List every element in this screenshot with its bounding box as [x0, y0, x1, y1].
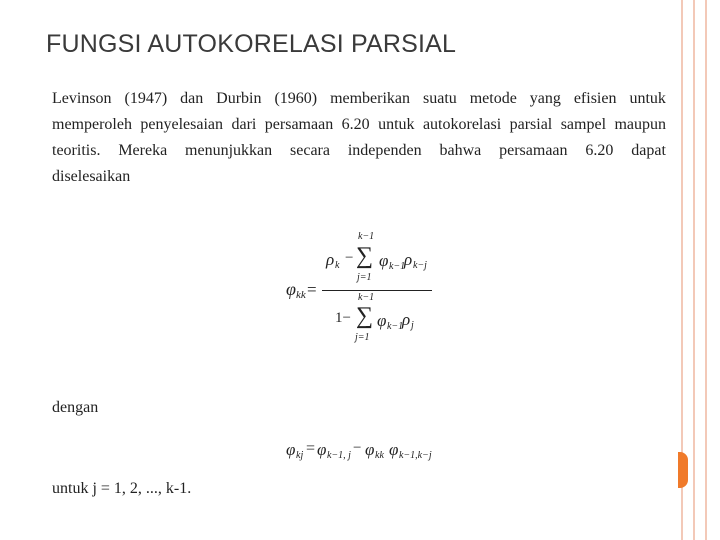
den-sum-top: k−1 [358, 292, 375, 303]
f2-sub3: kk [375, 450, 384, 461]
word: suatu [422, 90, 457, 107]
fraction-bar [322, 290, 432, 291]
word: dapat [631, 142, 666, 159]
body-paragraph [52, 86, 666, 190]
word: yang [529, 90, 561, 107]
word: Levinson [52, 90, 112, 107]
word: metode [469, 90, 517, 107]
dengan-label: dengan [52, 399, 99, 416]
f2-minus: − [353, 440, 362, 456]
footer-text: untuk j = 1, 2, ..., k-1. [52, 480, 192, 497]
word: memperoleh [52, 116, 132, 133]
word: dari [231, 116, 257, 133]
word: autokorelasi [422, 116, 502, 133]
paragraph-line-3 [52, 138, 666, 164]
word: untuk [378, 116, 415, 133]
f2-phi1: φ [286, 440, 296, 459]
paragraph-line-1 [52, 86, 666, 112]
word: untuk [629, 90, 666, 107]
num-rho-sub: k [335, 260, 340, 271]
word: teoritis. [52, 142, 101, 159]
den-rho: ρ [402, 310, 411, 329]
f2-sub2: k−1, j [327, 450, 351, 461]
word: (1960) [274, 90, 318, 107]
word: secara [290, 142, 330, 159]
num-sum-icon: ∑ [356, 243, 374, 269]
den-phi: φ [377, 311, 387, 330]
word: sampel [560, 116, 607, 133]
num-rho2-sub: k−j [413, 260, 427, 271]
word: Mereka [118, 142, 168, 159]
word: memberikan [330, 90, 411, 107]
word: diselesaikan [52, 168, 131, 185]
paragraph-line-2 [52, 112, 666, 138]
den-sum-bottom: j=1 [355, 332, 370, 343]
num-sum-bottom: j=1 [357, 272, 372, 283]
word: efisien [573, 90, 617, 107]
lhs-phi: φ [286, 279, 296, 299]
f2-phi3: φ [365, 440, 375, 459]
word: dan [180, 90, 204, 107]
f2-phi2: φ [317, 440, 327, 459]
f2-phi4: φ [389, 440, 399, 459]
word: parsial [509, 116, 553, 133]
orange-tab-marker [678, 452, 688, 488]
num-rho: ρ [326, 250, 335, 269]
word: independen [347, 142, 422, 159]
den-one-minus: 1− [335, 310, 351, 326]
f2-sub4: k−1,k−j [399, 450, 432, 461]
word: persamaan [264, 116, 334, 133]
den-sum-icon: ∑ [356, 303, 374, 329]
slide-title: FUNGSI AUTOKORELASI PARSIAL [46, 30, 457, 58]
f2-equals: = [306, 440, 316, 457]
word: bahwa [439, 142, 482, 159]
lhs-subscript: kk [296, 289, 306, 301]
word: Durbin [216, 90, 262, 107]
word: persamaan [499, 142, 568, 159]
equals-sign: = [307, 280, 317, 299]
word: 6.20 [341, 116, 370, 133]
num-minus: − [345, 250, 354, 266]
den-phi-sub: k−1 [387, 321, 404, 332]
f2-sub1: kj [296, 450, 304, 461]
paragraph-line-4 [52, 164, 666, 190]
num-sum-top: k−1 [358, 231, 375, 242]
num-phi: φ [379, 251, 389, 270]
den-rho-sub: j [411, 320, 414, 331]
word: penyelesaian [140, 116, 224, 133]
word: 6.20 [585, 142, 614, 159]
word: (1947) [124, 90, 168, 107]
num-rho2: ρ [404, 250, 413, 269]
num-phi-sub: k−1 [389, 261, 406, 272]
word: menunjukkan [185, 142, 273, 159]
word: maupun [614, 116, 666, 133]
